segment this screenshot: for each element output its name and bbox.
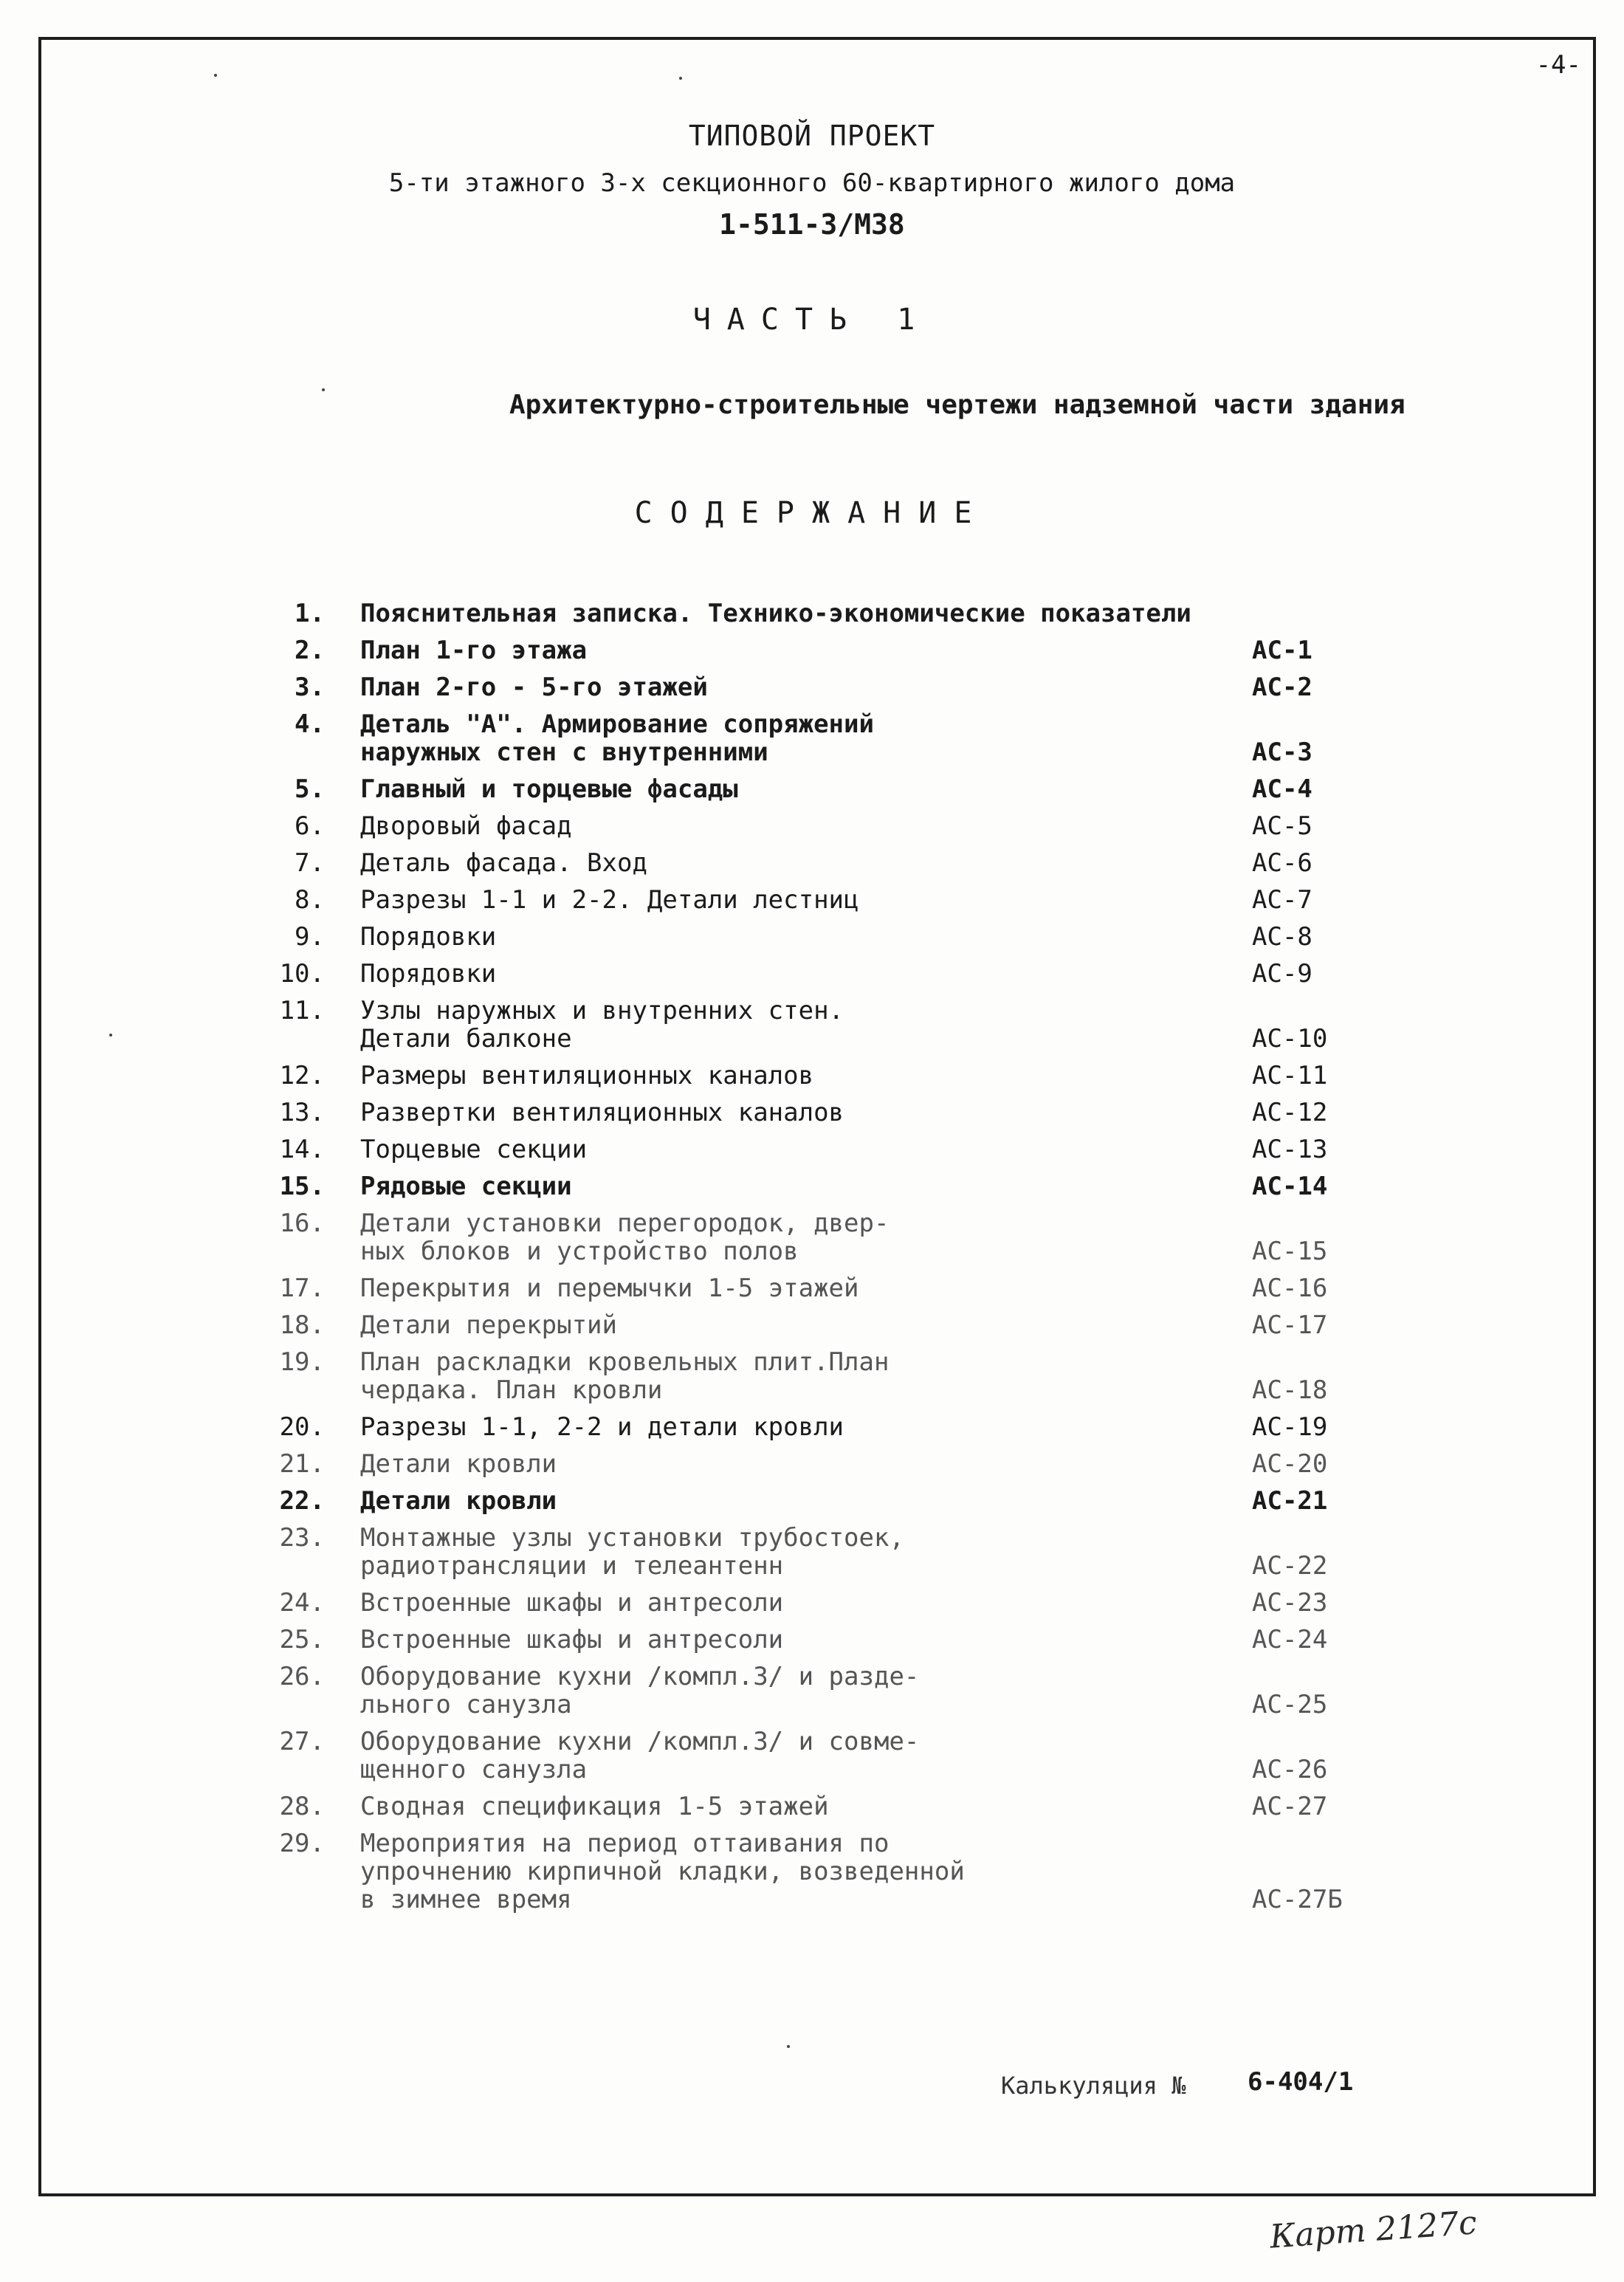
toc-row-title: Детали кровли	[360, 1486, 557, 1516]
toc-row-sheet-code: АС-7	[1252, 885, 1312, 915]
toc-row-number: 17.	[279, 1274, 325, 1303]
toc-row	[0, 1274, 1624, 1302]
toc-row-number: 3.	[295, 673, 325, 702]
scan-speck	[214, 74, 217, 77]
toc-row	[0, 599, 1624, 628]
scan-speck	[787, 2045, 790, 2048]
toc-row-number: 1.	[295, 599, 325, 628]
header-building-description: 5-ти этажного 3-х секционного 60-квартирного жилого дома	[388, 168, 1236, 198]
toc-row-number: 27.	[279, 1727, 325, 1756]
toc-row	[0, 1099, 1624, 1127]
toc-row	[0, 1793, 1624, 1821]
toc-row-number: 9.	[295, 922, 325, 952]
toc-row	[0, 923, 1624, 951]
toc-row-title: Разрезы 1-1 и 2-2. Детали лестниц	[360, 885, 859, 915]
toc-row	[0, 1413, 1624, 1441]
toc-row-sheet-code: АС-12	[1252, 1098, 1328, 1127]
toc-row-title: Размеры вентиляционных каналов	[360, 1061, 814, 1090]
toc-row-sheet-code: АС-27Б	[1252, 1885, 1343, 1914]
toc-row-number: 24.	[279, 1588, 325, 1618]
toc-row-number: 18.	[279, 1310, 325, 1340]
toc-row-title: Рядовые секции	[360, 1172, 572, 1201]
toc-row-sheet-code: АС-5	[1252, 811, 1312, 841]
toc-row-number: 28.	[279, 1792, 325, 1821]
toc-row-number: 11.	[279, 996, 325, 1025]
toc-row-sheet-code: АС-21	[1252, 1486, 1328, 1516]
toc-row	[0, 886, 1624, 914]
toc-row-title: Пояснительная записка. Технико-экономические показатели	[360, 599, 1191, 628]
toc-row	[0, 1450, 1624, 1478]
toc-row-title: Встроенные шкафы и антресоли	[360, 1588, 784, 1618]
toc-row-sheet-code: АС-25	[1252, 1690, 1328, 1719]
toc-row	[0, 1524, 1624, 1580]
toc-row	[0, 1348, 1624, 1404]
scan-speck	[322, 388, 325, 391]
toc-row	[0, 710, 1624, 766]
toc-row-sheet-code: АС-23	[1252, 1588, 1328, 1618]
toc-row-title: Деталь "А". Армирование сопряжений наружных стен с внутренними	[360, 709, 874, 767]
toc-row-number: 21.	[279, 1449, 325, 1479]
toc-row-sheet-code: АС-8	[1252, 922, 1312, 952]
toc-row-number: 2.	[295, 636, 325, 665]
toc-row-sheet-code: АС-9	[1252, 959, 1312, 989]
toc-row	[0, 1829, 1624, 1914]
page-number: -4-	[1535, 50, 1581, 80]
toc-row-sheet-code: АС-17	[1252, 1310, 1328, 1340]
toc-row-title: Разрезы 1-1, 2-2 и детали кровли	[360, 1412, 844, 1442]
header-project-type: ТИПОВОЙ ПРОЕКТ	[688, 120, 936, 152]
toc-row-number: 5.	[295, 774, 325, 804]
toc-row-number: 4.	[295, 709, 325, 739]
toc-row-sheet-code: АС-26	[1252, 1755, 1328, 1784]
toc-row-title: Дворовый фасад	[360, 811, 572, 841]
toc-row-number: 29.	[279, 1829, 325, 1858]
toc-row	[0, 960, 1624, 988]
toc-row-number: 23.	[279, 1523, 325, 1553]
part-title: ЧАСТЬ 1	[692, 303, 932, 337]
toc-row-title: Главный и торцевые фасады	[360, 774, 738, 804]
toc-row-number: 15.	[279, 1172, 325, 1201]
toc-row-title: Деталь фасада. Вход	[360, 848, 647, 878]
toc-row-number: 20.	[279, 1412, 325, 1442]
toc-row-sheet-code: АС-18	[1252, 1375, 1328, 1405]
toc-row	[0, 1626, 1624, 1654]
toc-row-sheet-code: АС-6	[1252, 848, 1312, 878]
toc-row-sheet-code: АС-10	[1252, 1024, 1328, 1054]
toc-row	[0, 1663, 1624, 1719]
toc-row-number: 6.	[295, 811, 325, 841]
toc-row-title: Оборудование кухни /компл.3/ и разде- льного санузла	[360, 1662, 920, 1719]
handwritten-signature: Карт 2127с	[1268, 2204, 1479, 2256]
toc-row-title: Порядовки	[360, 922, 497, 952]
toc-row-title: План 1-го этажа	[360, 636, 588, 665]
toc-row	[0, 812, 1624, 840]
toc-row-title: Перекрытия и перемычки 1-5 этажей	[360, 1274, 859, 1303]
toc-row-number: 22.	[279, 1486, 325, 1516]
toc-row	[0, 1728, 1624, 1784]
toc-row	[0, 1172, 1624, 1200]
toc-row	[0, 849, 1624, 877]
toc-row-number: 7.	[295, 848, 325, 878]
toc-row-sheet-code: АС-19	[1252, 1412, 1328, 1442]
toc-row-number: 10.	[279, 959, 325, 989]
toc-row	[0, 1135, 1624, 1164]
toc-row-title: Мероприятия на период оттаивания по упрочнению кирпичной кладки, возведенной в зимнее время	[360, 1829, 965, 1914]
toc-row-sheet-code: АС-14	[1252, 1172, 1328, 1201]
toc-row-title: Встроенные шкафы и антресоли	[360, 1625, 784, 1654]
footer-calculation-code: 6-404/1	[1248, 2067, 1354, 2097]
toc-row-sheet-code: АС-16	[1252, 1274, 1328, 1303]
scan-speck	[679, 77, 682, 80]
toc-row-sheet-code: АС-20	[1252, 1449, 1328, 1479]
toc-row	[0, 1311, 1624, 1339]
toc-row-title: Детали кровли	[360, 1449, 557, 1479]
toc-row-sheet-code: АС-27	[1252, 1792, 1328, 1821]
toc-row-sheet-code: АС-3	[1252, 738, 1312, 767]
toc-row-number: 26.	[279, 1662, 325, 1691]
toc-row-sheet-code: АС-13	[1252, 1135, 1328, 1164]
toc-row-title: Торцевые секции	[360, 1135, 588, 1164]
toc-row-number: 16.	[279, 1209, 325, 1238]
part-subtitle: Архитектурно-строительные чертежи надземной части здания	[509, 390, 1405, 420]
toc-row	[0, 775, 1624, 803]
toc-row-sheet-code: АС-1	[1252, 636, 1312, 665]
toc-row-number: 25.	[279, 1625, 325, 1654]
toc-row-sheet-code: АС-4	[1252, 774, 1312, 804]
toc-row-title: План 2-го - 5-го этажей	[360, 673, 708, 702]
toc-row-number: 14.	[279, 1135, 325, 1164]
toc-row-number: 13.	[279, 1098, 325, 1127]
toc-row-title: Монтажные узлы установки трубостоек, радиотрансляции и телеантенн	[360, 1523, 904, 1581]
toc-row-title: Детали перекрытий	[360, 1310, 617, 1340]
toc-row-sheet-code: АС-11	[1252, 1061, 1328, 1090]
toc-row-sheet-code: АС-2	[1252, 673, 1312, 702]
toc-row	[0, 1209, 1624, 1265]
contents-title: СОДЕРЖАНИЕ	[634, 496, 990, 530]
toc-row	[0, 1487, 1624, 1515]
toc-row-title: Порядовки	[360, 959, 497, 989]
footer-calculation-label: Калькуляция №	[1001, 2072, 1186, 2100]
toc-row-sheet-code: АС-24	[1252, 1625, 1328, 1654]
scan-speck	[109, 1034, 112, 1037]
toc-row	[0, 1062, 1624, 1090]
toc-row-number: 12.	[279, 1061, 325, 1090]
toc-row-title: Оборудование кухни /компл.3/ и совме- щенного санузла	[360, 1727, 920, 1784]
toc-row	[0, 673, 1624, 701]
toc-row-sheet-code: АС-15	[1252, 1237, 1328, 1266]
toc-row	[0, 1589, 1624, 1617]
toc-row-sheet-code: АС-22	[1252, 1551, 1328, 1581]
toc-row-title: План раскладки кровельных плит.План чердака. План кровли	[360, 1347, 890, 1405]
toc-row-title: Сводная спецификация 1-5 этажей	[360, 1792, 829, 1821]
toc-row-number: 19.	[279, 1347, 325, 1377]
toc-row	[0, 997, 1624, 1053]
header-project-code: 1-511-3/М38	[719, 208, 905, 241]
toc-row-title: Узлы наружных и внутренних стен. Детали балконе	[360, 996, 844, 1054]
toc-row-title: Детали установки перегородок, двер- ных блоков и устройство полов	[360, 1209, 890, 1266]
toc-row-number: 8.	[295, 885, 325, 915]
toc-row	[0, 636, 1624, 664]
toc-row-title: Развертки вентиляционных каналов	[360, 1098, 844, 1127]
